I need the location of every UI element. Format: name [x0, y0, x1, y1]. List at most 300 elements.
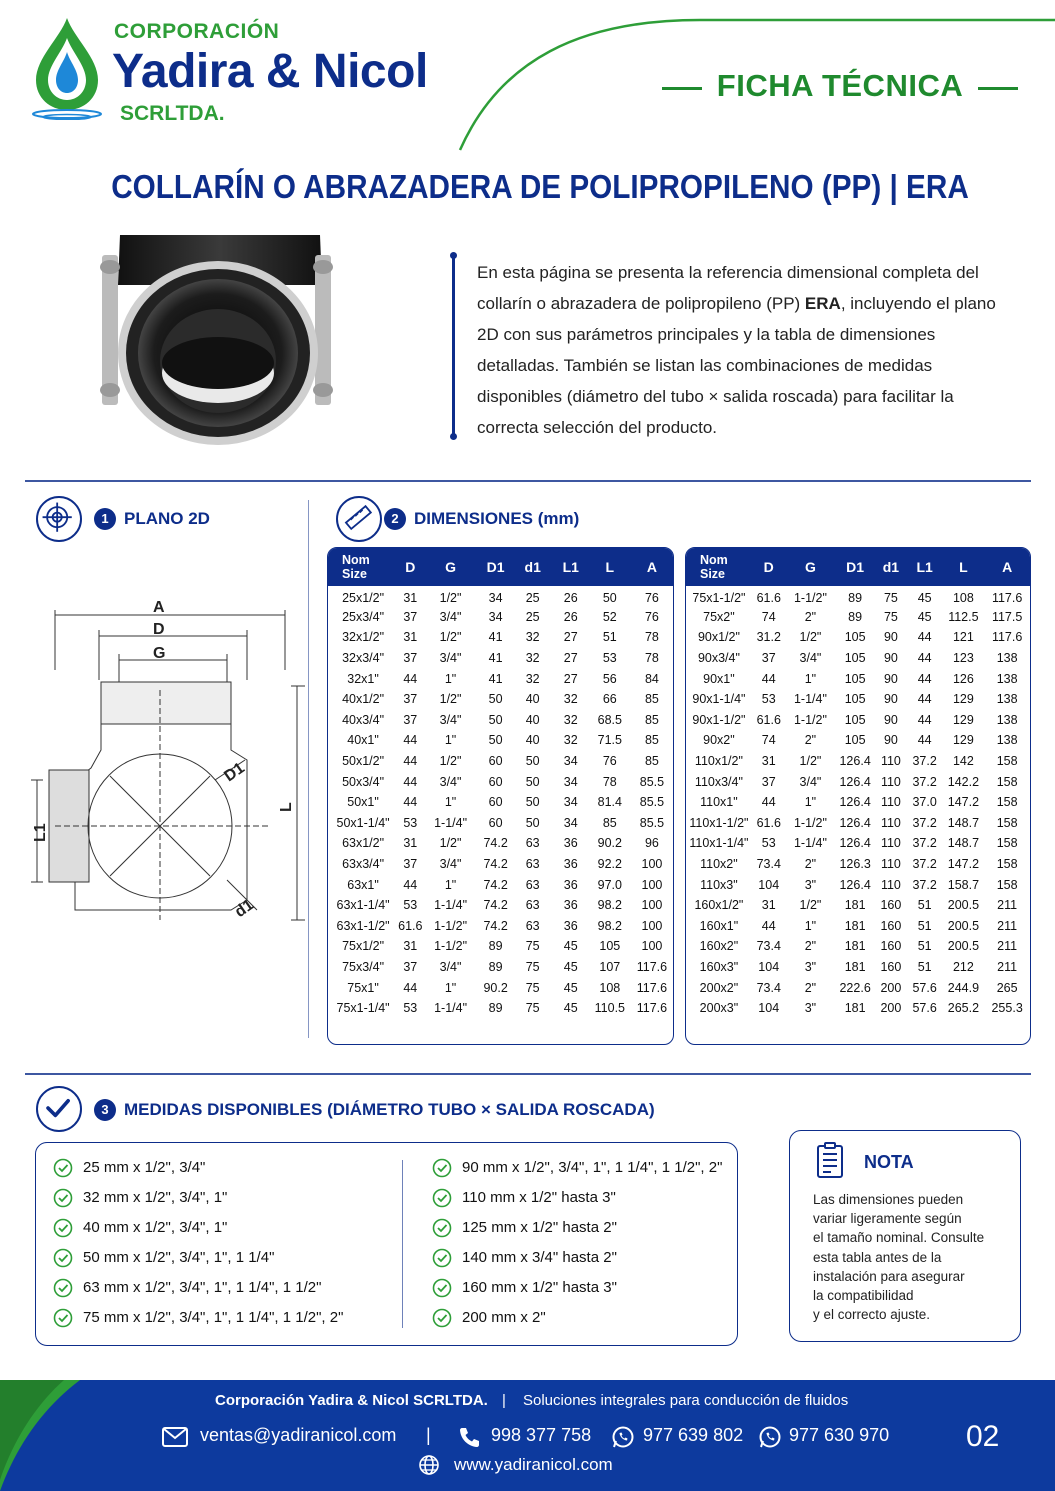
cell-nom-size: 32x1": [347, 671, 379, 686]
table-cell: 74.2: [483, 857, 508, 872]
available-size-text: 40 mm x 1/2", 3/4", 1": [83, 1219, 228, 1236]
label-a: A: [153, 599, 165, 616]
table-cell: 255.3: [991, 1001, 1023, 1016]
table-cell: 60: [488, 774, 503, 789]
table-cell: 71.5: [597, 733, 622, 748]
table-row: [686, 895, 1030, 916]
table-row: [686, 586, 1030, 607]
table-cell: 44: [917, 671, 932, 686]
table-cell: 3/4": [439, 959, 462, 974]
table-cell: 98.2: [597, 898, 622, 913]
table-cell: 1-1/2": [434, 918, 468, 933]
table-cell: 105: [844, 671, 866, 686]
table-cell: 68.5: [597, 712, 622, 727]
table-cell: 110: [880, 754, 901, 769]
table-cell: 37.0: [912, 795, 937, 810]
table-cell: 181: [844, 1001, 866, 1016]
table-cell: 40: [525, 712, 540, 727]
table-cell: 126.4: [839, 754, 871, 769]
table-cell: 45: [563, 1001, 578, 1016]
table-cell: 53: [403, 815, 418, 830]
check-icon: [53, 1158, 73, 1178]
table-cell: 32: [563, 692, 578, 707]
table-cell: 44: [917, 651, 932, 666]
table-cell: 63: [525, 898, 540, 913]
cell-nom-size: 40x1/2": [342, 692, 385, 707]
table-cell: 89: [488, 959, 503, 974]
col-header: L1: [553, 548, 589, 586]
label-l1: L1: [32, 823, 49, 842]
corp-suffix: SCRLTDA.: [120, 102, 225, 125]
footer-website[interactable]: www.yadiranicol.com: [454, 1455, 613, 1474]
table-cell: 61.6: [756, 712, 781, 727]
footer-green-accent: [0, 1380, 80, 1491]
table-cell: 110: [880, 836, 901, 851]
cell-nom-size: 160x2": [699, 939, 739, 954]
table-cell: 158: [996, 815, 1018, 830]
table-cell: 44: [917, 712, 932, 727]
table-cell: 25: [525, 590, 540, 605]
section-title: MEDIDAS DISPONIBLES (DIÁMETRO TUBO × SALIDA ROSCADA): [124, 1100, 655, 1119]
cell-nom-size: 40x3/4": [342, 712, 385, 727]
table-cell: 27: [563, 630, 578, 645]
table-cell: 97.0: [597, 877, 622, 892]
table-cell: 41: [488, 651, 503, 666]
col-header: d1: [875, 548, 907, 586]
table-cell: 37.2: [912, 857, 937, 872]
table-cell: 1": [444, 795, 457, 810]
available-size-text: 160 mm x 1/2" hasta 3": [462, 1279, 617, 1296]
table-cell: 25: [525, 609, 540, 624]
table-cell: 126.4: [839, 795, 871, 810]
table-cell: 31.2: [756, 630, 781, 645]
table-cell: 34: [563, 795, 578, 810]
table-cell: 37: [403, 712, 418, 727]
table-cell: 85: [644, 712, 659, 727]
table-cell: 31: [403, 630, 418, 645]
table-cell: 147.2: [947, 857, 980, 872]
table-cell: 75: [525, 959, 540, 974]
table-row: [686, 648, 1030, 669]
table-cell: 73.4: [756, 939, 781, 954]
table-row: [686, 874, 1030, 895]
dimensions-table-left: [327, 547, 674, 1045]
table-row: [328, 710, 673, 731]
table-cell: 244.9: [947, 980, 980, 995]
table-row: [686, 627, 1030, 648]
ruler-icon: [336, 496, 382, 542]
table-cell: 110.5: [594, 1001, 625, 1016]
table-cell: 129: [952, 733, 974, 748]
table-cell: 1-1/4": [793, 692, 827, 707]
table-cell: 37: [403, 959, 418, 974]
table-cell: 104: [758, 1001, 780, 1016]
table-row: [328, 998, 673, 1019]
label-l: L: [278, 802, 295, 812]
table-cell: 75: [883, 590, 898, 605]
technical-drawing: [15, 590, 305, 940]
available-size-text: 200 mm x 2": [462, 1309, 546, 1326]
table-cell: 212: [952, 959, 974, 974]
table-cell: 181: [844, 918, 866, 933]
table-cell: 211: [997, 918, 1018, 933]
product-photo: [90, 225, 350, 455]
check-icon: [53, 1188, 73, 1208]
check-circle-icon: [36, 1086, 82, 1132]
table-cell: 3/4": [439, 712, 462, 727]
section-title: DIMENSIONES (mm): [414, 509, 580, 528]
table-cell: 51: [917, 939, 932, 954]
table-row: [686, 730, 1030, 751]
cell-nom-size: 75x2": [703, 609, 735, 624]
table-cell: 126: [952, 671, 974, 686]
table-cell: 60: [488, 815, 503, 830]
available-sizes-divider: [402, 1160, 403, 1328]
table-cell: 90: [883, 630, 898, 645]
table-cell: 158: [996, 857, 1018, 872]
footer-phone[interactable]: 998 377 758: [491, 1425, 592, 1445]
table-cell: 74: [761, 609, 776, 624]
table-cell: 36: [563, 877, 578, 892]
table-cell: 104: [758, 959, 780, 974]
table-cell: 121: [952, 630, 974, 645]
table-row: [328, 957, 673, 978]
table-cell: 181: [844, 939, 866, 954]
table-cell: 108: [952, 590, 974, 605]
table-row: [328, 895, 673, 916]
target-icon: [36, 496, 82, 542]
table-cell: 75: [525, 939, 540, 954]
cell-nom-size: 160x3": [699, 959, 739, 974]
table-cell: 110: [880, 815, 901, 830]
cell-nom-size: 63x3/4": [342, 857, 385, 872]
table-row: [328, 813, 673, 834]
table-cell: 63: [525, 918, 540, 933]
table-cell: 73.4: [756, 980, 781, 995]
table-cell: 89: [488, 939, 503, 954]
table-cell: 26: [563, 609, 578, 624]
table-cell: 265: [996, 980, 1018, 995]
cell-nom-size: 90x3/4": [697, 651, 740, 666]
cell-nom-size: 75x3/4": [342, 959, 385, 974]
available-size-text: 125 mm x 1/2" hasta 2": [462, 1219, 617, 1236]
table-cell: 34: [563, 774, 578, 789]
footer-whatsapp-2[interactable]: 977 630 970: [789, 1425, 890, 1445]
available-size-item: [432, 1158, 722, 1178]
table-cell: 90: [883, 712, 898, 727]
cell-nom-size: 90x1": [703, 671, 735, 686]
table-cell: 37.2: [912, 815, 937, 830]
table-cell: 45: [563, 959, 578, 974]
cell-nom-size: 90x1/2": [697, 630, 740, 645]
dimensions-table-right: [685, 547, 1031, 1045]
table-cell: 45: [563, 980, 578, 995]
cell-nom-size: 110x1": [700, 795, 738, 810]
table-cell: 158: [996, 754, 1018, 769]
table-row: [328, 977, 673, 998]
table-cell: 74.2: [483, 898, 508, 913]
table-cell: 44: [403, 980, 418, 995]
table-cell: 85: [644, 692, 659, 707]
table-cell: 1/2": [799, 898, 822, 913]
cell-nom-size: 63x1": [347, 877, 379, 892]
table-cell: 3": [804, 877, 817, 892]
table-row: [328, 874, 673, 895]
table-row: [328, 668, 673, 689]
available-size-item: [432, 1308, 722, 1328]
table-cell: 100: [641, 877, 663, 892]
available-size-text: 90 mm x 1/2", 3/4", 1", 1 1/4", 1 1/2", 2": [462, 1159, 723, 1176]
available-size-item: [432, 1218, 722, 1238]
table-cell: 84: [644, 671, 659, 686]
cell-nom-size: 63x1-1/4": [336, 898, 390, 913]
available-size-item: [53, 1158, 343, 1178]
table-cell: 160: [880, 939, 902, 954]
table-cell: 148.7: [947, 815, 980, 830]
table-cell: 105: [599, 939, 621, 954]
available-size-item: [53, 1278, 343, 1298]
table-cell: 110: [880, 774, 901, 789]
table-cell: 105: [844, 733, 866, 748]
table-row: [328, 916, 673, 937]
available-size-item: [53, 1308, 343, 1328]
page-number: 02: [966, 1420, 1000, 1453]
footer-separator: |: [426, 1425, 431, 1445]
table-cell: 105: [844, 630, 866, 645]
table-cell: 90: [883, 651, 898, 666]
table-cell: 32: [525, 651, 540, 666]
col-header: D: [752, 548, 786, 586]
table-cell: 75: [525, 1001, 540, 1016]
table-cell: 90.2: [597, 836, 622, 851]
table-cell: 74.2: [483, 918, 508, 933]
table-cell: 158: [996, 795, 1018, 810]
col-header: L: [943, 548, 985, 586]
corp-name: Yadira & Nicol: [112, 45, 428, 98]
footer-whatsapp-1[interactable]: 977 639 802: [643, 1425, 744, 1445]
table-cell: 53: [403, 1001, 418, 1016]
table-cell: 37.2: [912, 754, 937, 769]
table-cell: 37: [761, 651, 776, 666]
table-cell: 105: [844, 692, 866, 707]
table-cell: 90: [883, 733, 898, 748]
check-icon: [53, 1218, 73, 1238]
table-cell: 44: [761, 671, 776, 686]
table-cell: 1/2": [439, 590, 462, 605]
footer-company: Corporación Yadira & Nicol SCRLTDA.: [215, 1392, 488, 1409]
table-row: [686, 668, 1030, 689]
table-cell: 37.2: [912, 774, 937, 789]
table-cell: 126.3: [839, 857, 871, 872]
available-size-text: 32 mm x 1/2", 3/4", 1": [83, 1189, 228, 1206]
table-cell: 117.6: [991, 630, 1023, 645]
table-cell: 1/2": [799, 630, 822, 645]
table-cell: 100: [641, 898, 663, 913]
check-icon: [53, 1278, 73, 1298]
table-cell: 85.5: [639, 815, 665, 830]
section-number: 1: [94, 508, 116, 530]
table-cell: 1/2": [439, 692, 462, 707]
table-row: [686, 607, 1030, 628]
table-cell: 100: [641, 939, 663, 954]
table-cell: 110: [880, 877, 901, 892]
table-cell: 265.2: [947, 1001, 980, 1016]
table-cell: 123: [952, 651, 974, 666]
label-d1-lower: d1: [231, 896, 257, 922]
table-cell: 73.4: [756, 857, 781, 872]
table-cell: 211: [997, 959, 1018, 974]
table-cell: 36: [563, 918, 578, 933]
table-cell: 1": [444, 671, 457, 686]
table-cell: 53: [761, 692, 776, 707]
mail-icon: [162, 1427, 188, 1447]
table-cell: 56: [602, 671, 617, 686]
available-size-text: 140 mm x 3/4" hasta 2": [462, 1249, 617, 1266]
table-cell: 51: [917, 898, 932, 913]
table-cell: 1-1/4": [434, 898, 468, 913]
table-cell: 34: [488, 590, 503, 605]
table-cell: 160: [880, 898, 902, 913]
table-cell: 63: [525, 836, 540, 851]
table-cell: 3/4": [439, 651, 462, 666]
table-cell: 1-1/4": [434, 815, 468, 830]
table-cell: 36: [563, 898, 578, 913]
table-row: [686, 833, 1030, 854]
table-row: [686, 936, 1030, 957]
whatsapp-icon: [611, 1425, 635, 1449]
table-row: [328, 792, 673, 813]
table-cell: 50: [488, 712, 503, 727]
table-cell: 37: [761, 774, 776, 789]
table-cell: 1/2": [439, 836, 462, 851]
table-cell: 34: [563, 754, 578, 769]
table-cell: 126.4: [839, 836, 871, 851]
table-cell: 110: [880, 857, 901, 872]
check-icon: [53, 1308, 73, 1328]
table-cell: 126.4: [839, 815, 871, 830]
cell-nom-size: 110x2": [700, 857, 738, 872]
doc-type-label: FICHA TÉCNICA: [660, 68, 1020, 104]
table-cell: 108: [599, 980, 621, 995]
footer-email[interactable]: ventas@yadiranicol.com: [200, 1425, 397, 1445]
table-cell: 44: [403, 877, 418, 892]
table-cell: 211: [997, 898, 1018, 913]
table-cell: 27: [563, 671, 578, 686]
table-cell: 1": [804, 671, 817, 686]
table-cell: 61.6: [756, 815, 781, 830]
table-row: [686, 771, 1030, 792]
table-cell: 53: [761, 836, 776, 851]
table-cell: 2": [804, 980, 817, 995]
table-row: [686, 689, 1030, 710]
section-title: PLANO 2D: [124, 509, 210, 528]
cell-nom-size: 160x1": [699, 918, 739, 933]
table-cell: 90: [883, 671, 898, 686]
table-cell: 90: [883, 692, 898, 707]
cell-nom-size: 110x3/4": [694, 774, 743, 789]
cell-nom-size: 90x1-1/4": [692, 692, 746, 707]
table-cell: 142.2: [947, 774, 980, 789]
table-cell: 85: [644, 754, 659, 769]
table-cell: 60: [488, 795, 503, 810]
table-cell: 51: [917, 918, 932, 933]
table-header: [686, 548, 1030, 586]
table-cell: 44: [761, 918, 776, 933]
table-row: [686, 977, 1030, 998]
table-cell: 142: [952, 754, 974, 769]
table-cell: 92.2: [597, 857, 622, 872]
available-size-text: 50 mm x 1/2", 3/4", 1", 1 1/4": [83, 1249, 275, 1266]
available-size-item: [432, 1248, 722, 1268]
table-cell: 1": [444, 980, 457, 995]
table-cell: 44: [403, 733, 418, 748]
col-header: G: [786, 548, 836, 586]
label-d: D: [153, 621, 165, 638]
globe-icon: [418, 1454, 440, 1476]
note-title: NOTA: [864, 1152, 914, 1172]
table-cell: 50: [525, 774, 540, 789]
table-cell: 78: [602, 774, 617, 789]
table-cell: 1-1/2": [793, 590, 827, 605]
table-cell: 37: [403, 692, 418, 707]
table-cell: 32: [563, 712, 578, 727]
table-cell: 85: [644, 733, 659, 748]
table-row: [328, 648, 673, 669]
available-size-text: 63 mm x 1/2", 3/4", 1", 1 1/4", 1 1/2": [83, 1279, 322, 1296]
table-cell: 41: [488, 630, 503, 645]
table-cell: 34: [488, 609, 503, 624]
section-divider: [25, 1073, 1031, 1075]
available-size-item: [53, 1218, 343, 1238]
cell-nom-size: 75x1-1/4": [336, 1001, 390, 1016]
table-cell: 44: [917, 733, 932, 748]
table-cell: 158.7: [947, 877, 980, 892]
table-row: [686, 998, 1030, 1019]
table-cell: 45: [917, 609, 932, 624]
cell-nom-size: 200x3": [699, 1001, 739, 1016]
table-cell: 31: [403, 836, 418, 851]
table-cell: 57.6: [912, 980, 937, 995]
cell-nom-size: 110x1-1/2": [689, 815, 749, 830]
table-cell: 44: [917, 692, 932, 707]
table-cell: 100: [641, 857, 663, 872]
table-cell: 50: [525, 795, 540, 810]
table-row: [686, 957, 1030, 978]
table-cell: 31: [403, 939, 418, 954]
col-header: A: [984, 548, 1030, 586]
table-row: [686, 751, 1030, 772]
table-cell: 89: [848, 590, 863, 605]
table-cell: 158: [996, 774, 1018, 789]
table-cell: 37.2: [912, 836, 937, 851]
table-cell: 60: [488, 754, 503, 769]
available-size-item: [432, 1278, 722, 1298]
col-header: D1: [835, 548, 875, 586]
label-d1-upper: D1: [221, 759, 248, 786]
table-cell: 45: [563, 939, 578, 954]
col-header: L: [589, 548, 631, 586]
cell-nom-size: 63x1/2": [342, 836, 385, 851]
corp-label: CORPORACIÓN: [114, 20, 280, 43]
table-cell: 117.6: [636, 980, 668, 995]
phone-icon: [458, 1426, 480, 1448]
footer-tagline: Soluciones integrales para conducción de fluidos: [523, 1392, 849, 1409]
table-cell: 117.5: [991, 609, 1023, 624]
table-cell: 51: [602, 630, 617, 645]
table-row: [328, 936, 673, 957]
section-divider: [25, 480, 1031, 482]
table-cell: 138: [996, 651, 1018, 666]
